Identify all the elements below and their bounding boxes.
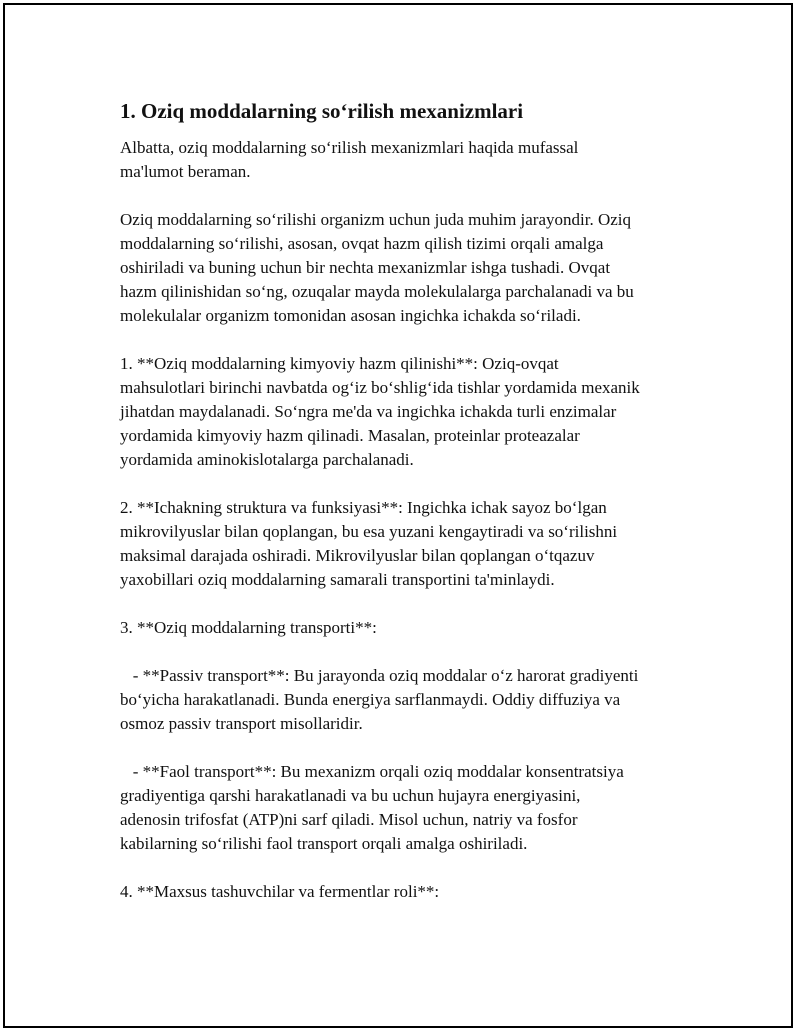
text-line: oshiriladi va buning uchun bir nechta mexanizmlar ishga tushadi. Ovqat [120, 258, 611, 277]
text-line: Albatta, oziq moddalarning so‘rilish mexanizmlari haqida mufassal [120, 138, 579, 157]
document-title: 1. Oziq moddalarning so‘rilish mexanizmlari [120, 99, 524, 123]
text-line: mahsulotlari birinchi navbatda og‘iz bo‘shlig‘ida tishlar yordamida mexanik [120, 378, 640, 397]
text-line: moddalarning so‘rilishi, asosan, ovqat hazm qilish tizimi orqali amalga [120, 234, 604, 253]
text-line: ma'lumot beraman. [120, 162, 251, 181]
text-line: yordamida kimyoviy hazm qilinadi. Masalan, proteinlar proteazalar [120, 426, 580, 445]
text-line: maksimal darajada oshiradi. Mikrovilyuslar bilan qoplangan o‘tqazuv [120, 546, 595, 565]
text-line: 2. **Ichakning struktura va funksiyasi**: Ingichka ichak sayoz bo‘lgan [120, 498, 607, 517]
text-line: jihatdan maydalanadi. So‘ngra me'da va ingichka ichakda turli enzimalar [120, 402, 617, 421]
text-line: 1. **Oziq moddalarning kimyoviy hazm qilinishi**: Oziq-ovqat [120, 354, 559, 373]
text-line: hazm qilinishidan so‘ng, ozuqalar mayda molekulalarga parchalanadi va bu [120, 282, 634, 301]
text-line: kabilarning so‘rilishi faol transport orqali amalga oshiriladi. [120, 834, 528, 853]
text-line: - **Passiv transport**: Bu jarayonda oziq moddalar o‘z harorat gradiyenti [120, 666, 639, 685]
text-line: Oziq moddalarning so‘rilishi organizm uchun juda muhim jarayondir. Oziq [120, 210, 632, 229]
text-line: bo‘yicha harakatlanadi. Bunda energiya sarflanmaydi. Oddiy diffuziya va [120, 690, 621, 709]
text-line: 4. **Maxsus tashuvchilar va fermentlar roli**: [120, 882, 440, 901]
paragraph-passive-transport [120, 664, 720, 736]
text-line: - **Faol transport**: Bu mexanizm orqali oziq moddalar konsentratsiya [120, 762, 624, 781]
page-frame [3, 3, 793, 1028]
paragraph-item-3 [120, 616, 720, 640]
paragraph-overview [120, 208, 720, 328]
paragraph-active-transport [120, 760, 720, 856]
text-line: mikrovilyuslar bilan qoplangan, bu esa yuzani kengaytiradi va so‘rilishni [120, 522, 618, 541]
paragraph-intro [120, 136, 720, 184]
text-line: adenosin trifosfat (ATP)ni sarf qiladi. Misol uchun, natriy va fosfor [120, 810, 578, 829]
text-line: yaxobillari oziq moddalarning samarali transportini ta'minlaydi. [120, 570, 555, 589]
document-body [120, 98, 720, 928]
text-line: 3. **Oziq moddalarning transporti**: [120, 618, 377, 637]
text-line: gradiyentiga qarshi harakatlanadi va bu uchun hujayra energiyasini, [120, 786, 581, 805]
paragraph-item-2 [120, 496, 720, 592]
paragraph-item-4 [120, 880, 720, 904]
text-line: yordamida aminokislotalarga parchalanadi. [120, 450, 414, 469]
paragraph-item-1 [120, 352, 720, 472]
text-line: osmoz passiv transport misollaridir. [120, 714, 363, 733]
text-line: molekulalar organizm tomonidan asosan ingichka ichakda so‘riladi. [120, 306, 581, 325]
